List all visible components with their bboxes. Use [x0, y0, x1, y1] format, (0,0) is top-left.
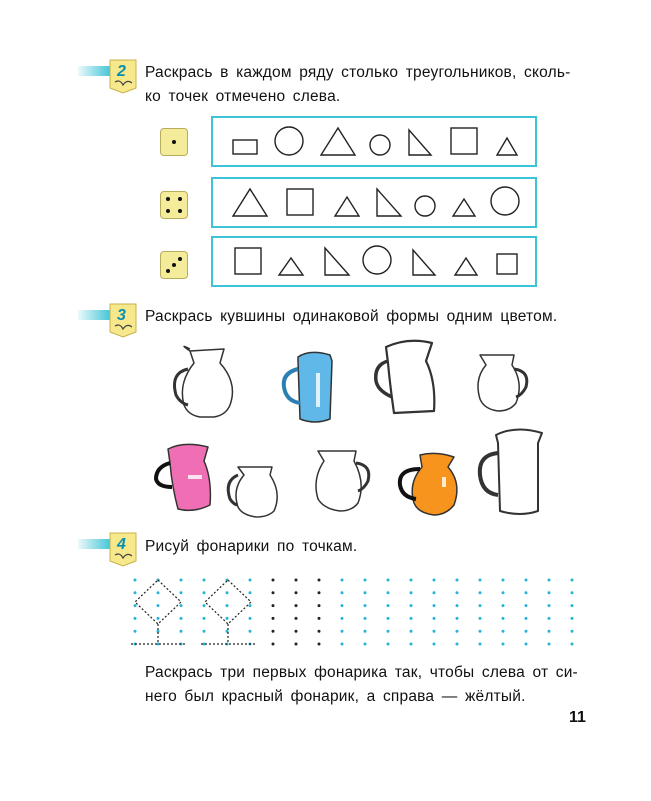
task-4-number: 4	[117, 536, 126, 553]
grid-dot	[157, 591, 160, 594]
grid-dot	[341, 579, 344, 582]
grid-dot	[479, 617, 482, 620]
grid-dot	[226, 604, 229, 607]
grid-dot	[479, 630, 482, 633]
right-triangle-shape	[409, 130, 431, 155]
grid-dot	[318, 630, 321, 633]
task-4-text-line: Рисуй фонарики по точкам.	[145, 538, 358, 555]
grid-dot	[410, 617, 413, 620]
shapes-row-2	[211, 177, 537, 228]
grid-dot	[479, 591, 482, 594]
shapes-row-2-figures	[213, 179, 535, 226]
rectangle-shape	[233, 140, 257, 154]
grid-dot	[272, 643, 275, 646]
task-3-stripe	[78, 310, 112, 320]
circle-shape	[491, 187, 519, 215]
grid-dot	[341, 617, 344, 620]
dice-pip	[178, 197, 182, 201]
grid-dot	[272, 617, 275, 620]
grid-dot	[203, 630, 206, 633]
task-4-number-badge	[108, 531, 138, 567]
task-3-number-badge	[108, 302, 138, 338]
grid-dot	[295, 579, 298, 582]
triangle-shape	[321, 128, 355, 155]
triangle-shape	[455, 258, 477, 275]
grid-dot	[456, 617, 459, 620]
dice-one	[160, 128, 188, 156]
grid-dot	[134, 591, 137, 594]
grid-dot	[180, 604, 183, 607]
grid-dot	[571, 643, 574, 646]
dice-pip	[172, 263, 176, 267]
dice-pip	[166, 197, 170, 201]
grid-dot	[295, 604, 298, 607]
grid-dot	[571, 591, 574, 594]
grid-dot	[203, 617, 206, 620]
task-3-text	[145, 305, 595, 329]
pitcher-2-blue	[284, 352, 332, 422]
jugs-illustration	[140, 335, 560, 525]
task-2-text	[145, 61, 595, 109]
grid-dot	[571, 630, 574, 633]
grid-dot	[341, 630, 344, 633]
dice-pip	[166, 269, 170, 273]
grid-dot	[203, 591, 206, 594]
triangle-shape	[335, 197, 359, 216]
grid-dot	[502, 617, 505, 620]
grid-dot	[272, 579, 275, 582]
grid-dot	[134, 604, 137, 607]
grid-dot	[272, 630, 275, 633]
dice-pip	[178, 257, 182, 261]
task-2-text-line1: Раскрась в каждом ряду столько треугольников, сколь-	[145, 64, 571, 81]
pitcher-6	[228, 467, 277, 517]
grid-dot	[433, 604, 436, 607]
grid-dot	[548, 630, 551, 633]
grid-dot	[548, 604, 551, 607]
grid-dot	[318, 579, 321, 582]
grid-dot	[157, 604, 160, 607]
grid-dot	[134, 579, 137, 582]
grid-dot	[249, 604, 252, 607]
grid-dot	[249, 617, 252, 620]
grid-dot	[249, 630, 252, 633]
circle-shape	[370, 135, 390, 155]
grid-dot	[295, 617, 298, 620]
grid-dot	[364, 643, 367, 646]
grid-dot	[387, 617, 390, 620]
grid-dot	[502, 579, 505, 582]
square-shape	[451, 128, 477, 154]
shapes-row-3-figures	[213, 238, 535, 285]
dice-pip	[178, 209, 182, 213]
grid-dot	[203, 604, 206, 607]
grid-dot	[525, 617, 528, 620]
grid-dot	[341, 591, 344, 594]
grid-dot	[364, 617, 367, 620]
grid-dot	[272, 604, 275, 607]
grid-dot	[295, 643, 298, 646]
grid-dot	[226, 591, 229, 594]
grid-dot	[571, 579, 574, 582]
grid-dot	[433, 643, 436, 646]
grid-dot	[548, 579, 551, 582]
pitcher-7	[316, 451, 369, 511]
task-3-text-line: Раскрась кувшины одинаковой формы одним цветом.	[145, 308, 558, 325]
lantern-2	[201, 580, 255, 644]
lantern-1	[131, 580, 185, 644]
grid-dot	[456, 579, 459, 582]
circle-shape	[415, 196, 435, 216]
pitcher-5-pink	[156, 444, 210, 510]
task-2-stripe	[78, 66, 112, 76]
grid-dot	[410, 579, 413, 582]
shapes-row-3	[211, 236, 537, 287]
grid-dot	[502, 643, 505, 646]
task-4-instruction	[145, 661, 595, 709]
grid-dot	[502, 604, 505, 607]
grid-dot	[410, 643, 413, 646]
grid-dot	[571, 617, 574, 620]
grid-dot	[180, 617, 183, 620]
task-2-number-badge	[108, 58, 138, 94]
task-2-text-line2: ко точек отмечено слева.	[145, 88, 341, 105]
dice-three	[160, 251, 188, 279]
grid-dot	[387, 630, 390, 633]
grid-dot	[341, 643, 344, 646]
shapes-row-1	[211, 116, 537, 167]
grid-dot	[525, 591, 528, 594]
task-4-instruction-line2: него был красный фонарик, а справа — жёлтый.	[145, 688, 526, 705]
grid-dot	[387, 579, 390, 582]
grid-dot	[272, 591, 275, 594]
pitcher-1	[175, 346, 233, 417]
grid-dot	[364, 630, 367, 633]
grid-dot	[525, 579, 528, 582]
grid-dot	[318, 604, 321, 607]
grid-dot	[180, 630, 183, 633]
task-3-number: 3	[117, 307, 126, 324]
task-2-number: 2	[117, 63, 126, 80]
grid-dot	[157, 617, 160, 620]
grid-dot	[571, 604, 574, 607]
grid-dot	[456, 591, 459, 594]
grid-dot	[525, 630, 528, 633]
circle-shape	[275, 127, 303, 155]
grid-dot	[479, 643, 482, 646]
grid-dot	[410, 604, 413, 607]
grid-dot	[479, 604, 482, 607]
shapes-row-1-figures	[213, 118, 535, 165]
grid-dot	[318, 591, 321, 594]
grid-dot	[433, 617, 436, 620]
lantern-dot-grid	[125, 570, 595, 660]
grid-dot	[295, 630, 298, 633]
grid-dot	[318, 617, 321, 620]
grid-dot	[364, 579, 367, 582]
grid-dot	[134, 630, 137, 633]
dice-pip	[166, 209, 170, 213]
grid-dot	[548, 617, 551, 620]
grid-dot	[387, 591, 390, 594]
grid-dot	[548, 643, 551, 646]
grid-dot	[249, 579, 252, 582]
square-shape	[497, 254, 517, 274]
square-shape	[235, 248, 261, 274]
pitcher-9	[480, 429, 542, 514]
grid-dot	[180, 579, 183, 582]
grid-dot	[502, 630, 505, 633]
grid-dot	[433, 579, 436, 582]
task-4-instruction-line1: Раскрась три первых фонарика так, чтобы слева от си-	[145, 664, 578, 681]
pitcher-8-orange	[400, 453, 457, 515]
grid-dot	[318, 643, 321, 646]
grid-dot	[249, 591, 252, 594]
page-number: 11	[569, 709, 586, 726]
grid-dot	[180, 591, 183, 594]
right-triangle-shape	[325, 248, 349, 275]
grid-dot	[456, 643, 459, 646]
right-triangle-shape	[377, 189, 401, 216]
grid-dot	[364, 604, 367, 607]
grid-dot	[387, 604, 390, 607]
task-4-stripe	[78, 539, 112, 549]
grid-dot	[387, 643, 390, 646]
grid-dot	[502, 591, 505, 594]
grid-dot	[479, 579, 482, 582]
triangle-shape	[497, 138, 517, 155]
triangle-shape	[453, 199, 475, 216]
square-shape	[287, 189, 313, 215]
grid-dot	[295, 591, 298, 594]
grid-dot	[410, 630, 413, 633]
grid-dot	[134, 617, 137, 620]
grid-dot	[433, 630, 436, 633]
task-4-text	[145, 535, 595, 559]
grid-dot	[525, 643, 528, 646]
grid-dot	[433, 591, 436, 594]
grid-dot	[548, 591, 551, 594]
grid-dot	[203, 579, 206, 582]
grid-dot	[456, 630, 459, 633]
triangle-shape	[279, 258, 303, 275]
circle-shape	[363, 246, 391, 274]
grid-dot	[226, 617, 229, 620]
grid-dot	[364, 591, 367, 594]
right-triangle-shape	[413, 250, 435, 275]
pitcher-4	[478, 355, 527, 411]
pitcher-3	[376, 341, 435, 413]
grid-dot	[410, 591, 413, 594]
grid-dot	[341, 604, 344, 607]
grid-dot	[525, 604, 528, 607]
triangle-shape	[233, 189, 267, 216]
dice-pip	[172, 140, 176, 144]
dice-four	[160, 191, 188, 219]
grid-dot	[456, 604, 459, 607]
